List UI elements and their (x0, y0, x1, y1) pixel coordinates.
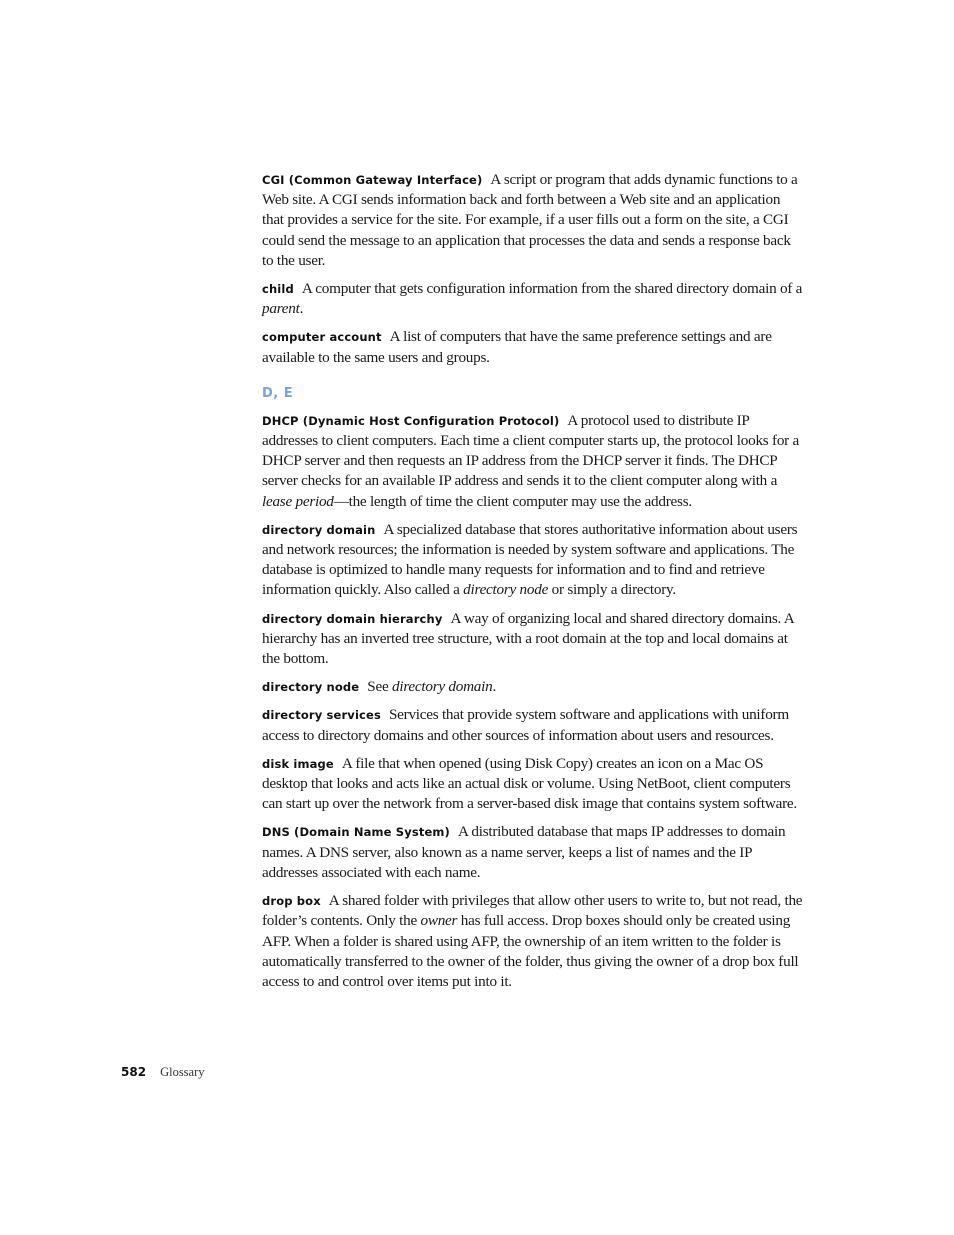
glossary-definition: A list of computers that have the same preference settings and are available to the same users and groups. (262, 328, 772, 366)
cross-reference: owner (420, 912, 458, 930)
glossary-term: directory services (262, 708, 381, 723)
cross-reference: parent (262, 300, 300, 318)
glossary-entry-drop-box (262, 891, 804, 992)
glossary-entry-dhcp (262, 411, 804, 512)
glossary-term: directory domain (262, 522, 376, 537)
cross-reference: directory domain (392, 678, 493, 696)
glossary-term: disk image (262, 756, 334, 771)
glossary-term: child (262, 282, 294, 297)
glossary-definition-end: . (299, 300, 304, 318)
footer-section-label: Glossary (160, 1065, 205, 1079)
glossary-term: directory domain hierarchy (262, 611, 443, 626)
glossary-definition: A computer that gets configuration information from the shared directory domain of a (301, 280, 803, 298)
page-footer (121, 1063, 205, 1081)
glossary-content (262, 170, 804, 1000)
glossary-definition: See (367, 678, 392, 696)
glossary-definition-end: . (492, 678, 497, 696)
glossary-entry-disk-image (262, 754, 804, 815)
glossary-term: CGI (Common Gateway Interface) (262, 173, 483, 187)
glossary-term: drop box (262, 894, 321, 909)
glossary-definition: A shared folder with privileges that allow other users to write to, but not read, the folder’s contents. Only the (262, 892, 803, 930)
glossary-entry-directory-services (262, 705, 804, 745)
glossary-entry-computer-account (262, 327, 804, 367)
glossary-entry-child (262, 279, 804, 319)
cross-reference: lease period (262, 492, 334, 510)
glossary-definition: Services that provide system software and applications with uniform access to directory domains and other sources of information about users and resources. (262, 706, 789, 744)
glossary-definition: A protocol used to distribute IP addresses to client computers. Each time a client computer starts up, the protocol looks for a DHCP server and then requests an IP address from the DHCP server it finds. The DHCP server checks for an available IP address and sends it to the client computer along with a (262, 411, 800, 490)
glossary-entry-directory-node (262, 677, 804, 697)
glossary-definition-end: has full access. Drop boxes should only be created using AFP. When a folder is shared using AFP, the ownership of an item written to the folder is automatically transferred to the owner of the folder, thus giving the owner of a drop box full access to and control over items put into it. (262, 912, 799, 990)
glossary-entry-cgi (262, 170, 804, 271)
page-number: 582 (121, 1065, 147, 1079)
glossary-definition-end: or simply a directory. (548, 581, 676, 599)
glossary-term: DHCP (Dynamic Host Configuration Protocol) (262, 413, 560, 428)
glossary-definition-end: —the length of time the client computer may use the address. (333, 492, 692, 510)
glossary-definition: A way of organizing local and shared directory domains. A hierarchy has an inverted tree structure, with a root domain at the top and local domains at the bottom. (262, 609, 794, 668)
cross-reference: directory node (463, 581, 549, 599)
glossary-entry-directory-domain-hierarchy (262, 609, 804, 670)
glossary-definition: A specialized database that stores authoritative information about users and network resources; the information is needed by system software and applications. The database is optimized to handle many requests for information and to find and retrieve information quickly. Also called a (262, 520, 798, 599)
glossary-entry-directory-domain (262, 520, 804, 601)
glossary-term: directory node (262, 680, 360, 695)
glossary-definition: A distributed database that maps IP addresses to domain names. A DNS server, also known as a name server, keeps a list of names and the IP addresses associated with each name. (262, 823, 786, 881)
glossary-entry-dns (262, 822, 804, 883)
glossary-definition: A script or program that adds dynamic functions to a Web site. A CGI sends information back and forth between a Web site and an application that provides a service for the site. For example, if a user fills out a form on the site, a CGI could send the message to an application that processes the data and sends a response back to the user. (262, 171, 798, 269)
glossary-term: DNS (Domain Name System) (262, 825, 450, 840)
section-heading: D, E (262, 385, 294, 401)
glossary-definition: A file that when opened (using Disk Copy) creates an icon on a Mac OS desktop that looks and acts like an actual disk or volume. Using NetBoot, client computers can start up over the network from a server-based disk image that contains system software. (262, 754, 797, 813)
glossary-term: computer account (262, 330, 382, 345)
